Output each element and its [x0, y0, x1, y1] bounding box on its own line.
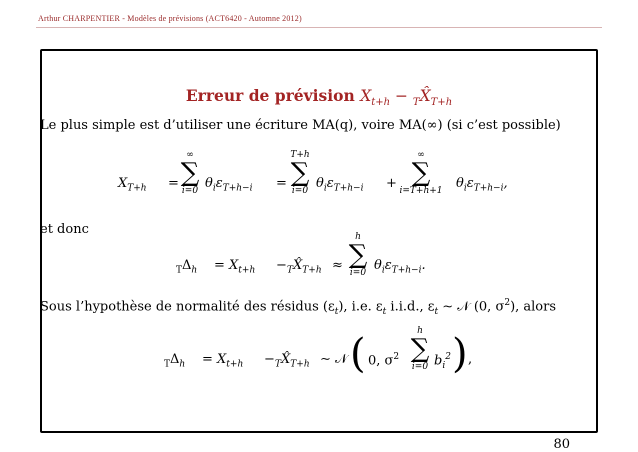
title-text: Erreur de prévision: [185, 86, 355, 105]
eq1-sum2: T+h ∑ i=0: [290, 150, 310, 196]
hypothesis-text: Sous l’hypothèse de normalité des résidus $(\varepsilon_t)$, i.e. $\varepsilon_t$ i.i.d., $\varepsilon_t$ ∼ 𝒩 (0, $\sigma^2$), alors: [40, 298, 557, 317]
title-math: $X_{t+h}$ − $_TX̂_{T+h}$: [360, 87, 453, 109]
slide-header: Arthur CHARPENTIER - Modèles de prévisions (ACT6420 - Automne 2012): [38, 14, 302, 23]
eq3-sum: h ∑ i=0: [410, 326, 430, 372]
eq1-sum1: ∞ ∑ i=0: [180, 150, 200, 196]
eq3-left-paren: (: [350, 331, 366, 377]
eq3-lhs: $_T\Delta_h$: [164, 352, 186, 370]
equation-1: $X_{T+h}$ = ∞ ∑ i=0 $\theta_i\varepsilon_{T+h-i}$ = T+h ∑ i=0 $\theta_i\varepsilon_{T+h-i}$ + ∞ ∑ i=T+h+1 $\theta_i\varepsilon_{T+h-i}$, et donc $_T\Delta_h$ = $X_{t+h}$ − $_TX̂_{T+h}$ ≈ h ∑ i=0 $\theta_i\varepsilon_{T+h-i}$. Sous l’hypothèse de normalité des résidus $(\varepsilon_t)$, i.e. $\varepsilon_t$ i.i.d., $\varepsilon_t$ ∼ 𝒩 (0, $\sigma^2$), alors $_T\Delta_h$ = $X_{t+h}$ − $_TX̂_{T+h}$ ∼ 𝒩 ( 0, $\sigma^2$ h ∑ i=0 $b_i^2$ ) ,: [40, 150, 557, 377]
et-donc-text: et donc: [40, 222, 89, 237]
eq3-term: $b_i^2$: [434, 352, 451, 371]
eq3-hat: $_TX̂_{T+h}$: [275, 352, 310, 370]
eq1-term1: $\theta_i\varepsilon_{T+h-i}$: [205, 176, 253, 194]
eq1-sum3: ∞ ∑ i=T+h+1: [399, 150, 443, 196]
eq1-term2: $\theta_i\varepsilon_{T+h-i}$: [316, 176, 364, 194]
intro-text: Le plus simple est d’utiliser une écriture MA(q), voire MA(∞) (si c’est possible): [40, 118, 561, 133]
eq3-right-paren: ): [452, 331, 468, 377]
eq1-term3: $\theta_i\varepsilon_{T+h-i}$,: [456, 176, 508, 194]
page-number: 80: [553, 437, 570, 452]
eq2-lhs: $_T\Delta_h$: [176, 258, 198, 276]
eq2-hat: $_TX̂_{T+h}$: [287, 258, 322, 276]
eq3-rhs: = $X_{t+h}$: [202, 352, 244, 370]
eq1-lhs: $X_{T+h}$: [118, 176, 147, 194]
eq2-sum: h ∑ i=0: [348, 232, 368, 278]
eq2-rhs: = $X_{t+h}$: [214, 258, 256, 276]
eq2-term: $\theta_i\varepsilon_{T+h-i}$.: [374, 258, 426, 276]
eq3-inner: 0, $\sigma^2$: [368, 352, 400, 369]
